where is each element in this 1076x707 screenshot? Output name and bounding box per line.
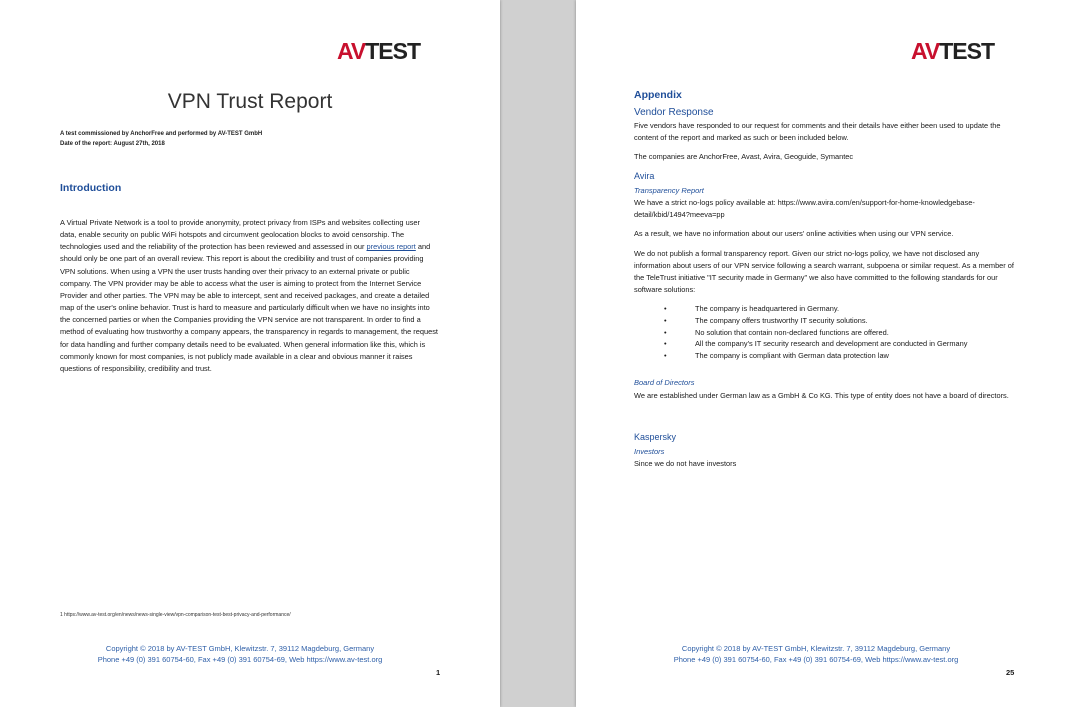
- page-footer-right: [576, 643, 1056, 665]
- standards-list: [660, 303, 967, 362]
- introduction-heading: Introduction: [60, 182, 122, 194]
- avira-heading: Avira: [634, 171, 655, 181]
- document-title: VPN Trust Report: [167, 90, 333, 113]
- vendor-response-paragraph: Five vendors have responded to our request for comments and their details have either been used to update the content of the report and marked as such or been included below.: [634, 121, 1001, 143]
- document-page-right: [576, 0, 1076, 707]
- no-logs-policy-paragraph: We have a strict no-logs policy available at: https://www.avira.com/en/support-for-home-knowledgebase-detail/kbid/1494?meeva=pp: [634, 198, 975, 220]
- intro-text-2: and should only be one part of an overall review. This report is about the credibility and trust of companies providing VPN solutions. When using a VPN the user trusts handing over their privacy to an external private or public company. The VPN provider may be able to access what the user is aiming to protect from the Internet Service Provider and other parties. The VPN may be able to intercept, sent and received packages, and create a detailed map of the user's online behavior. Trust is hard to measure and particularly difficult when we have no insights into the concerned parties or when the Companies providing the VPN service are not transparent. In order to find a method of evaluating how trustworthy a company appears, the transparency in regards to management, the request for data handling and further company details need to be evaluated. When general information like this, which is commonly known for most companies, is not publicly made available in a clear and obvious manner it raises questions of responsibility, credibility and trust.: [60, 242, 438, 373]
- kaspersky-heading: Kaspersky: [634, 432, 677, 442]
- avtest-logo: [911, 38, 994, 65]
- introduction-paragraph: [60, 217, 438, 375]
- footer-copyright: Copyright © 2018 by AV-TEST GmbH, Klewitzstr. 7, 39112 Magdeburg, Germany: [681, 644, 951, 653]
- transparency-report-heading: Transparency Report: [634, 186, 704, 195]
- logo-text: TEST: [939, 38, 995, 64]
- investors-paragraph: Since we do not have investors: [634, 459, 737, 468]
- intro-text-1: A Virtual Private Network is a tool to provide anonymity, protect privacy from ISPs and websites collecting user data, enable security on public WiFi hotspots and circumvent geolocation blocks to avoid censorship. The technologies used and the reliability of the protection has been reviewed and assessed in our: [60, 218, 420, 252]
- page-footer-left: [0, 643, 480, 665]
- list-item: • All the company's IT security research and development are conducted in Germany: [660, 338, 967, 350]
- document-page-left: [0, 0, 500, 707]
- page-number: 25: [1006, 668, 1015, 677]
- previous-report-link[interactable]: previous report: [366, 242, 416, 252]
- list-item: • The company offers trustworthy IT security solutions.: [660, 315, 967, 327]
- logo-mark: AV: [337, 38, 366, 64]
- footnote: 1 https://www.av-test.org/en/news/news-single-view/vpn-comparison-test-best-privacy-and-performance/: [60, 612, 291, 618]
- no-information-paragraph: As a result, we have no information about our users' online activities when using our VPN service.: [634, 229, 954, 238]
- transparency-paragraph: We do not publish a formal transparency report. Given our strict no-logs policy, we have not disclosed any information about users of our VPN service following a search warrant, subpoena or similar request. As a member of the TeleTrust initiative "IT security made in Germany" we also have committed to the following standards for our software solutions:: [634, 249, 1014, 295]
- report-date: Date of the report: August 27th, 2018: [60, 141, 165, 147]
- footer-contact: Phone +49 (0) 391 60754-60, Fax +49 (0) 391 60754-69, Web https://www.av-test.org: [673, 655, 959, 664]
- footer-contact: Phone +49 (0) 391 60754-60, Fax +49 (0) 391 60754-69, Web https://www.av-test.org: [97, 655, 383, 664]
- vendor-response-heading: Vendor Response: [634, 107, 714, 118]
- logo-text: TEST: [365, 38, 421, 64]
- investors-heading: Investors: [634, 447, 665, 456]
- list-item: • The company is compliant with German data protection law: [660, 350, 967, 362]
- page-number: 1: [436, 668, 441, 677]
- companies-paragraph: The companies are AnchorFree, Avast, Avira, Geoguide, Symantec: [634, 152, 854, 161]
- appendix-heading: Appendix: [634, 89, 682, 101]
- list-item: • No solution that contain non-declared functions are offered.: [660, 327, 967, 339]
- list-item: • The company is headquartered in Germany.: [660, 303, 967, 315]
- footer-copyright: Copyright © 2018 by AV-TEST GmbH, Klewitzstr. 7, 39112 Magdeburg, Germany: [105, 644, 375, 653]
- logo-mark: AV: [911, 38, 940, 64]
- board-of-directors-heading: Board of Directors: [634, 378, 695, 387]
- commission-note: A test commissioned by AnchorFree and performed by AV-TEST GmbH: [60, 131, 263, 137]
- board-of-directors-paragraph: We are established under German law as a GmbH & Co KG. This type of entity does not have a board of directors.: [634, 391, 1009, 400]
- avtest-logo: [337, 38, 420, 65]
